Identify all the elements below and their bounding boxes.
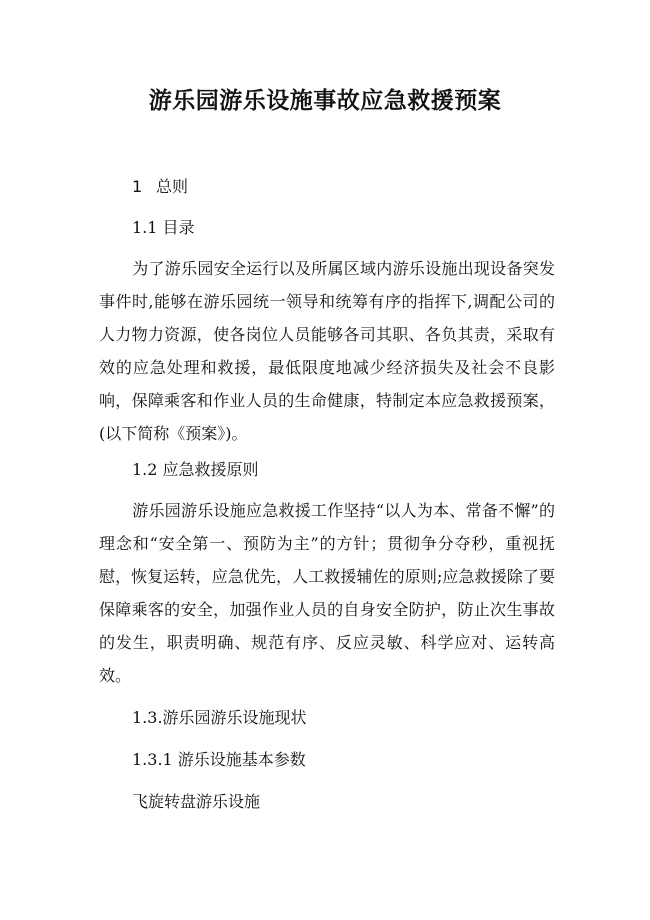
section-number: 1 [132, 177, 143, 196]
subsection-heading-parameters: 1.3.1 游乐设施基本参数 [132, 750, 306, 769]
equipment-item-label: 飞旋转盘游乐设施 [132, 792, 261, 811]
section-heading-general [132, 177, 592, 197]
section-label: 总则 [156, 177, 189, 196]
paragraph-principles-text: 游乐园游乐设施应急救援工作坚持“以人为本、常备不懈”的理念和“安全第一、预防为主”的方针；贯彻争分夺秒，重视抚慰，恢复运转，应急优先，人工救援辅佐的原则;应急救援除了要保障乘客的安全，加强作业人员的自身安全防护，防止次生事故的发生，职责明确、规范有序、反应灵敏、科学应对、运转高效。 [99, 501, 555, 685]
subsection-heading-status: 1.3.游乐园游乐设施现状 [132, 708, 307, 727]
paragraph-principles [99, 494, 555, 692]
paragraph-purpose-text: 为了游乐园安全运行以及所属区域内游乐设施出现设备突发事件时,能够在游乐园统一领导和统筹有序的指挥下,调配公司的人力物力资源，使各岗位人员能够各司其职、各负其责，采取有效的应急处理和救援，最低限度地减少经济损失及社会不良影响，保障乘客和作业人员的生命健康，特制定本应急救援预案，(以下简称《预案》)。 [99, 259, 555, 443]
paragraph-purpose [99, 252, 555, 450]
subsection-heading-principles: 1.2 应急救援原则 [132, 460, 259, 479]
document-title: 游乐园游乐设施事故应急救援预案 [148, 88, 502, 114]
subsection-heading-contents: 1.1 目录 [132, 218, 195, 237]
